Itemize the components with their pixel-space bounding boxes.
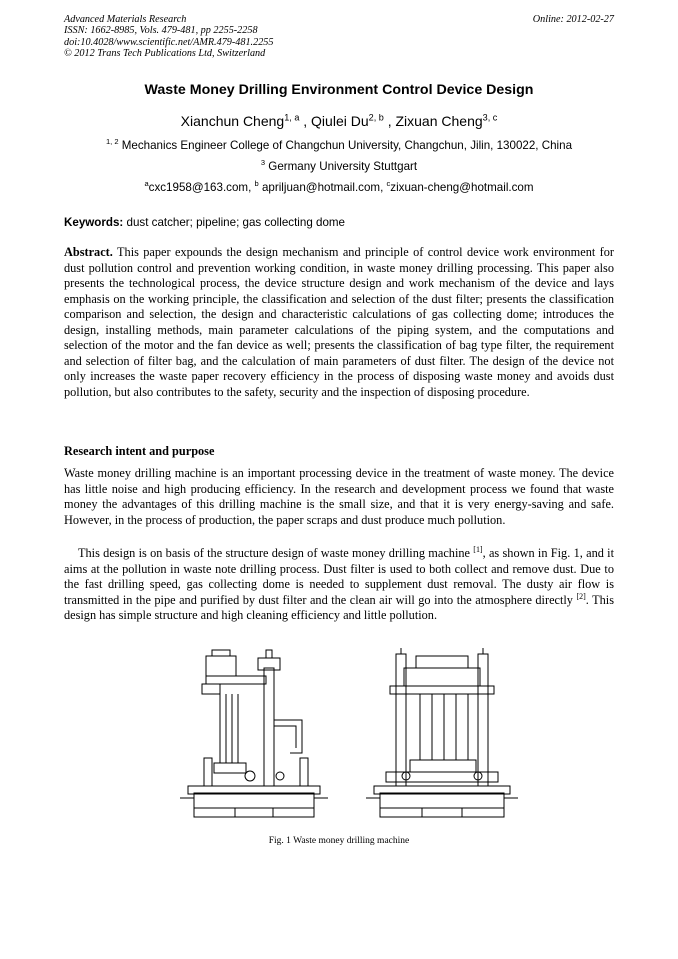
author-sup: 2, b [368,112,384,123]
affiliation-sup: 3 [260,158,266,168]
abstract-text: This paper expounds the design mechanism and principle of control device work environment for dust pollution control and prevention working condition, in waste money drilling processing. This paper also presents the technological process, the device structure design and work mechanism of the device and lays emphasis on the working principle, the classification and selection of the dust filter; presents the classification comparison and selection, the design and characteristic calculations of gas collecting dome; introduces the design, installing methods, main parameter calculations of the piping system, and the computations and selection of the motor and the fan device as well; presents the classification of bag type filter, the requirement and selection of filter bag, and the calculation of main parameters of dust filter. The design of the device not only increases the waste paper recovery efficiency in the process of disposing waste money and avoids dust pollution, but also contributes to the safety, security and the inspection of disposing procedure. [64,245,614,399]
author-sup: 3, c [482,112,498,123]
author-list: Xianchun Cheng$^{1, a}$ , Qiulei Du$^{2, b}$ , Zixuan Cheng$^{3, c}$ [180,112,498,129]
email: zixuan-cheng@hotmail.com [390,181,534,194]
email-sup: b [254,179,259,189]
copyright-line: © 2012 Trans Tech Publications Ltd, Switzerland [64,47,266,59]
email-line: $^a$cxc1958@163.com, $^b$ apriljuan@hotmail.com, $^c$zixuan-cheng@hotmail.com [144,179,534,194]
affiliation-text: Mechanics Engineer College of Changchun University, Changchun, Jilin, 130022, China [121,139,573,152]
section-heading: Research intent and purpose [64,444,215,458]
affiliation-sup: 1, 2 [105,137,119,147]
machine-side-view [180,650,328,817]
journal-name: Advanced Materials Research [64,14,187,25]
figure-caption: Fig. 1 Waste money drilling machine [268,836,410,846]
author-name: Qiulei Du [311,113,369,129]
keywords-label: Keywords: [64,216,124,229]
email: apriljuan@hotmail.com [261,181,381,194]
keywords-text: dust catcher; pipeline; gas collecting dome [126,216,345,229]
machine-front-view [366,648,518,817]
affiliation-2 [0,160,678,173]
keywords [64,216,345,229]
email-sup: a [144,179,149,189]
citation-ref: [1] [473,544,483,554]
abstract [64,245,614,400]
paragraph-2-text: This design is on basis of the structure design of waste money drilling machine [78,546,474,560]
paragraph-1: Waste money drilling machine is an important processing device in the treatment of waste money. The device has little noise and high producing efficiency. In the research and development process we found that waste money the advantages of this drilling machine is the small size, and that it is very energy-saving and safe. However, in the process of production, the paper scraps and dust produce much pollution. [64,466,614,527]
paragraph-2-text: , as shown in Fig. 1, and it aims at the pollution in waste note drilling process. Dust filter is used to both collect and remove dust. Due to the fast drilling speed, gas collecting dome is needed to supplement dust removal. The dusty air flow is transmitted in the pipe and purified by dust filter and the clean air will go into the atmosphere directly [64,546,614,607]
email: cxc1958@163.com [148,181,249,194]
abstract-label: Abstract. [64,245,113,259]
paper-title: Waste Money Drilling Environment Control Device Design [144,82,534,98]
author-name: Xianchun Cheng [180,113,285,129]
affiliation-1 [0,139,678,152]
author-name: Zixuan Cheng [395,113,483,129]
affiliation-text: Germany University Stuttgart [268,160,418,173]
drilling-machine-figure [180,648,520,828]
citation-ref: [2] [576,591,586,601]
author-sup: 1, a [284,112,300,123]
doi-line: doi:10.4028/www.scientific.net/AMR.479-481.2255 [64,36,274,48]
journal-header [64,14,273,59]
issn-line: ISSN: 1662-8985, Vols. 479-481, pp 2255-2258 [64,25,258,37]
paragraph-2-text: . This design has simple structure and high cleaning efficiency and little pollution. [64,592,614,622]
online-date: Online: 2012-02-27 [532,14,614,25]
email-sup: c [386,179,391,189]
paragraph-2 [64,546,614,624]
